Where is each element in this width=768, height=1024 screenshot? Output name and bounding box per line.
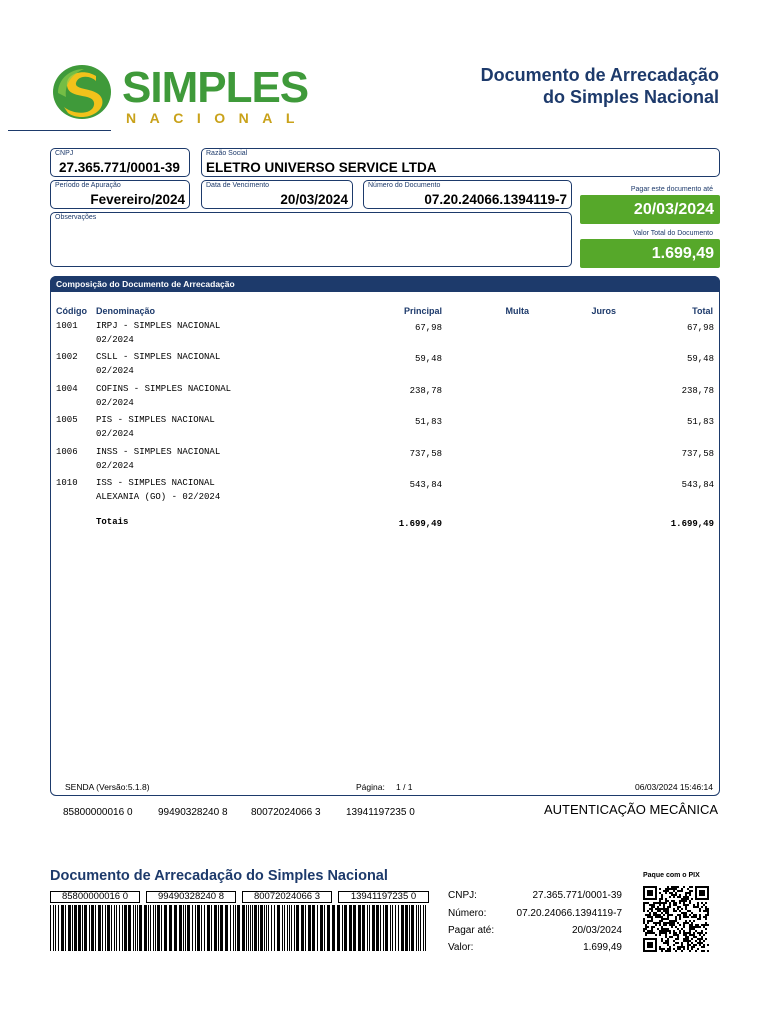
observacoes-field [50, 212, 572, 267]
row-principal: 737,58 [409, 449, 442, 459]
recibo-pagar-label: Pagar até: [448, 925, 495, 936]
linha-digitavel-1: 85800000016 0 [63, 807, 133, 818]
pagina-label: Página: [356, 782, 385, 792]
row-total: 59,48 [686, 354, 714, 364]
totais-label: Totais [96, 517, 129, 527]
row-denominacao: IRPJ - SIMPLES NACIONAL [96, 321, 221, 331]
linha-digitavel-3: 80072024066 3 [251, 807, 321, 818]
barcode [50, 905, 430, 951]
recibo-title: Documento de Arrecadação do Simples Nacional [50, 868, 388, 884]
pagar-ate-value: 20/03/2024 [580, 195, 720, 224]
row-codigo: 1002 [56, 352, 78, 362]
periodo-value: Fevereiro/2024 [90, 192, 185, 207]
observacoes-label: Observações [55, 214, 97, 221]
cnpj-field [50, 148, 190, 177]
timestamp: 06/03/2024 15:46:14 [635, 782, 713, 792]
vencimento-label: Data de Vencimento [206, 182, 270, 189]
row-codigo: 1006 [56, 447, 78, 457]
divider [8, 130, 111, 131]
col-principal-header: Principal [403, 306, 442, 316]
title-line-1: Documento de Arrecadação [480, 65, 719, 85]
recibo-digit-group-2: 99490328240 8 [146, 891, 236, 903]
row-principal: 543,84 [409, 480, 442, 490]
simples-nacional-logo-icon [52, 63, 116, 121]
recibo-digit-group-4: 13941197235 0 [338, 891, 429, 903]
recibo-cnpj-value: 27.365.771/0001-39 [532, 890, 622, 901]
logo-text: SIMPLES [122, 63, 309, 112]
numero-documento-label: Número do Documento [368, 182, 441, 189]
row-denominacao: INSS - SIMPLES NACIONAL [96, 447, 221, 457]
recibo-digit-group-3: 80072024066 3 [242, 891, 332, 903]
row-codigo: 1004 [56, 384, 78, 394]
row-denominacao: ISS - SIMPLES NACIONAL [96, 478, 215, 488]
row-periodo: 02/2024 [96, 335, 134, 345]
row-denominacao: PIS - SIMPLES NACIONAL [96, 415, 215, 425]
row-periodo: 02/2024 [96, 366, 134, 376]
recibo-cnpj-label: CNPJ: [448, 890, 477, 901]
recibo-pagar-value: 20/03/2024 [571, 925, 622, 936]
recibo-numero-label: Número: [448, 908, 487, 919]
row-denominacao: CSLL - SIMPLES NACIONAL [96, 352, 221, 362]
razao-social-label: Razão Social [206, 150, 248, 157]
linha-digitavel-2: 99490328240 8 [158, 807, 228, 818]
row-codigo: 1010 [56, 478, 78, 488]
razao-social-value: ELETRO UNIVERSO SERVICE LTDA [206, 160, 437, 175]
pagar-ate-label: Pagar este documento até [630, 186, 713, 193]
col-codigo-header: Código [56, 306, 87, 316]
col-total-header: Total [692, 306, 713, 316]
row-total: 51,83 [686, 417, 714, 427]
row-principal: 59,48 [414, 354, 442, 364]
row-periodo: 02/2024 [96, 461, 134, 471]
pix-qr-code-icon[interactable] [642, 886, 710, 952]
recibo-valor-value: 1.699,49 [583, 942, 622, 953]
valor-total-label: Valor Total do Documento [633, 230, 713, 237]
numero-documento-field [363, 180, 572, 209]
row-total: 67,98 [686, 323, 714, 333]
autenticacao-mecanica: AUTENTICAÇÃO MECÂNICA [544, 802, 719, 817]
row-total: 737,58 [681, 449, 714, 459]
recibo-numero-value: 07.20.24066.1394119-7 [516, 908, 622, 919]
logo-subtext: NACIONAL [126, 110, 308, 126]
document-title [481, 64, 719, 108]
col-multa-header: Multa [505, 306, 529, 316]
razao-social-field [201, 148, 720, 177]
vencimento-field [201, 180, 353, 209]
senda-version: SENDA (Versão:5.1.8) [65, 782, 150, 792]
valor-total-value: 1.699,49 [580, 239, 720, 268]
vencimento-value: 20/03/2024 [280, 192, 348, 207]
col-denominacao-header: Denominação [96, 306, 156, 316]
row-principal: 238,78 [409, 386, 442, 396]
row-principal: 51,83 [414, 417, 442, 427]
periodo-field [50, 180, 190, 209]
pagina-value: 1 / 1 [396, 782, 413, 792]
numero-documento-value: 07.20.24066.1394119-7 [424, 192, 567, 207]
row-periodo: 02/2024 [96, 398, 134, 408]
composicao-title: Composição do Documento de Arrecadação [50, 276, 720, 292]
totais-principal: 1.699,49 [398, 519, 442, 529]
periodo-label: Período de Apuração [55, 182, 121, 189]
row-total: 543,84 [681, 480, 714, 490]
pix-label: Paque com o PIX [643, 872, 700, 879]
row-principal: 67,98 [414, 323, 442, 333]
col-juros-header: Juros [591, 306, 616, 316]
totais-total: 1.699,49 [670, 519, 714, 529]
row-codigo: 1005 [56, 415, 78, 425]
linha-digitavel-4: 13941197235 0 [346, 807, 415, 818]
row-denominacao: COFINS - SIMPLES NACIONAL [96, 384, 232, 394]
cnpj-value: 27.365.771/0001-39 [59, 160, 180, 175]
row-total: 238,78 [681, 386, 714, 396]
recibo-valor-label: Valor: [448, 942, 474, 953]
row-periodo: ALEXANIA (GO) - 02/2024 [96, 492, 221, 502]
recibo-digit-group-1: 85800000016 0 [50, 891, 140, 903]
row-periodo: 02/2024 [96, 429, 134, 439]
title-line-2: do Simples Nacional [542, 87, 719, 107]
row-codigo: 1001 [56, 321, 78, 331]
cnpj-label: CNPJ [55, 150, 74, 157]
